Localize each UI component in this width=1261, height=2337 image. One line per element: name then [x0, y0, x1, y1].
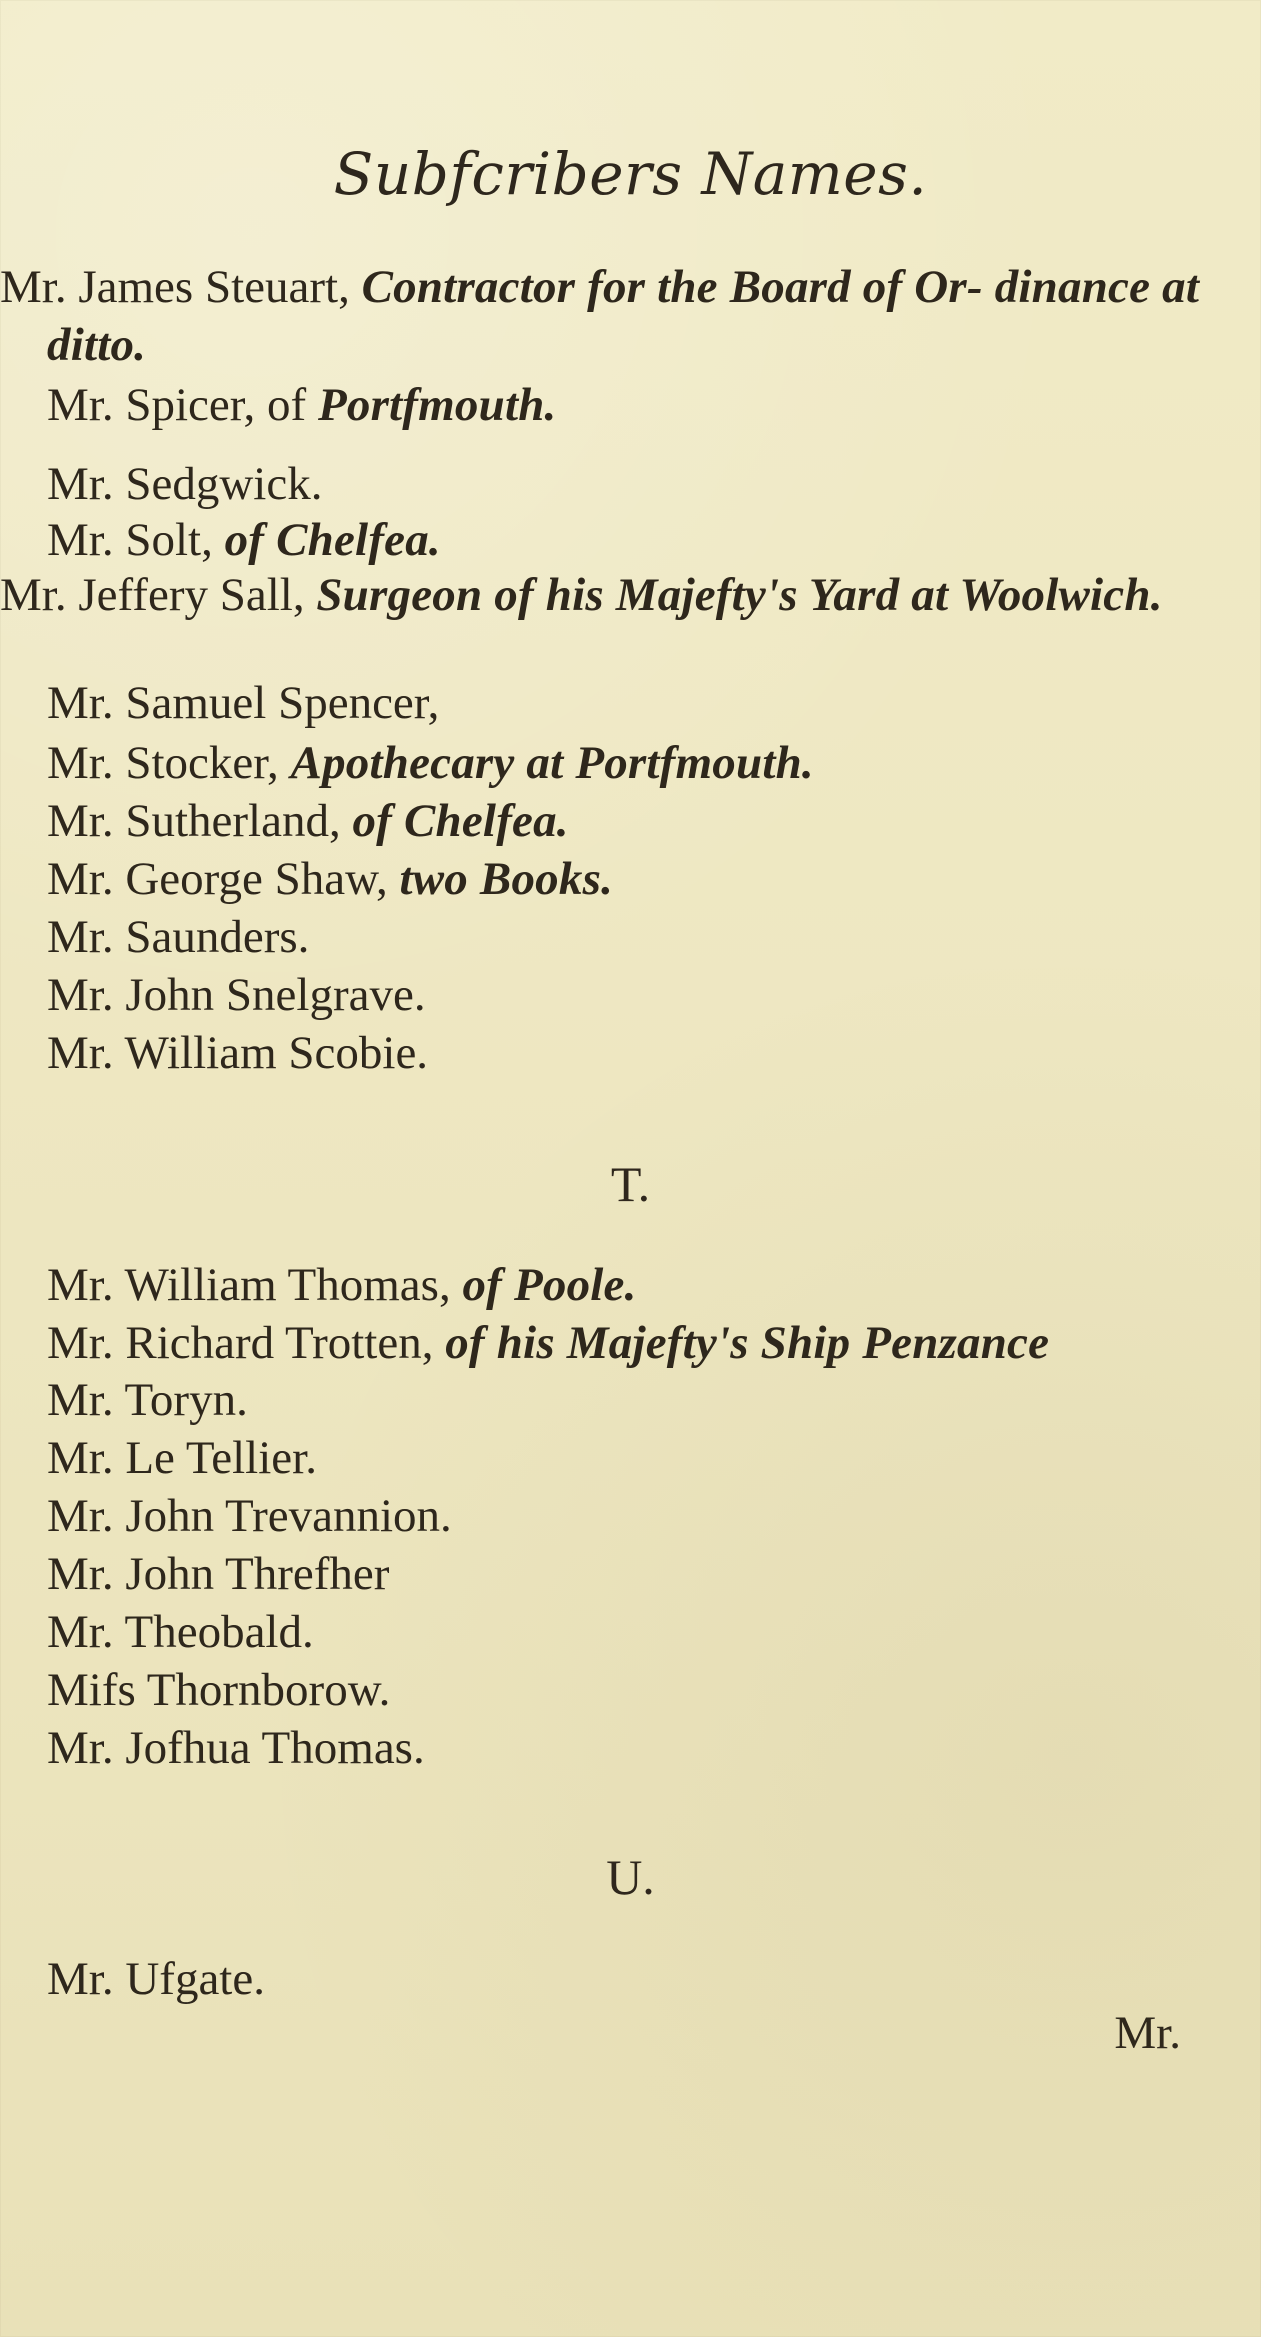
subscriber-description: Surgeon of his Majefty's Yard at Woolwich. [316, 569, 1163, 621]
subscriber-description: of his Majefty's Ship Penzance [445, 1317, 1050, 1369]
subscriber-name: Mr. Jeffery Sall, [0, 569, 305, 621]
subscriber-entry [47, 1487, 1215, 1545]
subscriber-entry [47, 1545, 1215, 1603]
subscriber-name: Mr. Spicer, of [47, 379, 307, 431]
subscriber-name: Mr. William Scobie. [47, 1027, 429, 1079]
subscriber-entry [47, 1314, 1215, 1372]
subscriber-entry [47, 455, 1215, 513]
subscriber-name: Mr. Sedgwick. [47, 458, 323, 510]
subscriber-entry [47, 1950, 1215, 2008]
catchword: Mr. [1114, 2007, 1181, 2059]
subscriber-description: Apothecary at Portfmouth. [290, 737, 814, 789]
subscriber-name: Mr. John Trevannion. [47, 1490, 452, 1542]
subscriber-name: Mr. Samuel Spencer, [47, 677, 440, 729]
subscriber-name: Mr. Jofhua Thomas. [47, 1722, 425, 1774]
subscriber-name: Mr. Richard Trotten, [47, 1317, 434, 1369]
subscriber-entry [47, 1024, 1215, 1082]
subscriber-entry [47, 966, 1215, 1024]
subscriber-description: two Books. [399, 853, 614, 905]
subscriber-entry [47, 908, 1215, 966]
section-heading-t: T. [610, 1156, 651, 1212]
subscriber-entry [47, 734, 1215, 792]
subscriber-entry [47, 1719, 1215, 1777]
page-title: Subfcribers Names. [333, 140, 928, 208]
subscriber-entry [47, 1371, 1215, 1429]
subscriber-entry [47, 1429, 1215, 1487]
subscriber-entry [0, 566, 1261, 624]
subscriber-description: Portfmouth. [317, 379, 557, 431]
subscriber-entry [47, 511, 1215, 569]
subscriber-name: Mr. James Steuart, [0, 261, 350, 313]
subscriber-name: Mr. John Snelgrave. [47, 969, 426, 1021]
subscriber-entry [47, 850, 1215, 908]
subscriber-name: Mr. Sutherland, [47, 795, 341, 847]
subscriber-description: of Chelfea. [224, 514, 441, 566]
subscriber-name: Mr. Stocker, [47, 737, 279, 789]
section-heading-u: U. [606, 1849, 655, 1905]
subscriber-entry [47, 1661, 1215, 1719]
subscriber-entry [47, 1256, 1215, 1314]
subscriber-description: Contractor for the Board of Or- dinance at ditto. [47, 261, 1200, 371]
subscriber-entry [47, 376, 1215, 434]
subscriber-name: Mr. George Shaw, [47, 853, 388, 905]
subscriber-entry [47, 674, 1215, 732]
subscriber-entry [47, 792, 1215, 850]
subscriber-name: Mr. Ufgate. [47, 1953, 265, 2005]
subscriber-name: Mr. Saunders. [47, 911, 310, 963]
subscriber-name: Mr. Solt, [47, 514, 213, 566]
subscriber-description: of Chelfea. [352, 795, 569, 847]
subscriber-entry [47, 1603, 1215, 1661]
subscriber-name: Mr. Toryn. [47, 1374, 248, 1426]
subscriber-name: Mr. Theobald. [47, 1606, 314, 1658]
subscriber-name: Mr. William Thomas, [47, 1259, 451, 1311]
subscriber-entry [0, 258, 1261, 374]
subscriber-name: Mifs Thornborow. [47, 1664, 391, 1716]
subscriber-description: of Poole. [462, 1259, 637, 1311]
subscriber-name: Mr. Le Tellier. [47, 1432, 317, 1484]
subscriber-name: Mr. John Threfher [47, 1548, 390, 1600]
